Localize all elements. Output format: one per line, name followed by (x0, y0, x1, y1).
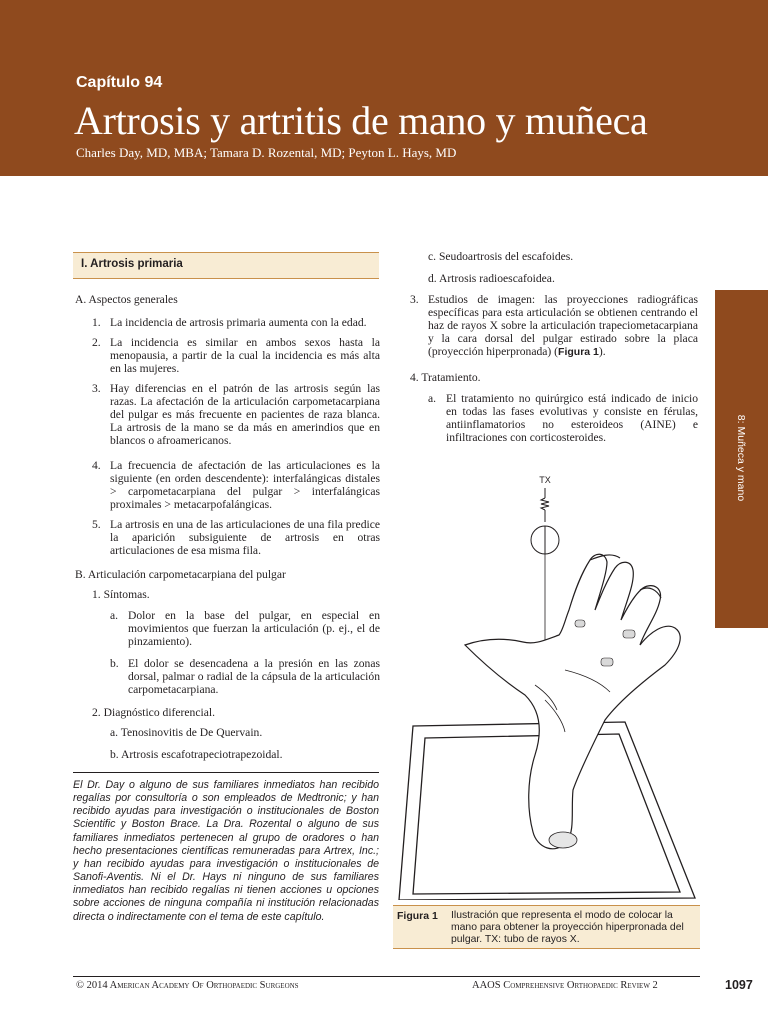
item-B1: 1. Síntomas. (92, 588, 150, 601)
side-tab-label: 8: Muñeca y mano (735, 414, 747, 502)
page-number: 1097 (725, 978, 753, 992)
item-B1b-num: b. (110, 657, 119, 670)
item-R3-end: ). (598, 345, 606, 358)
figure-label: Figura 1 (397, 910, 438, 922)
item-B2a: a. Tenosinovitis de De Quervain. (110, 726, 263, 739)
item-B2: 2. Diagnóstico diferencial. (92, 706, 215, 719)
footer-divider (73, 976, 700, 977)
item-A3: Hay diferencias en el patrón de las artrosis según las razas. La afectación de la articulación carpometacarpiana del pulgar es más frecuente en pacientes de raza blanca. La artrosis de la mano se da más en amerindios que en blancos o afroamericanos. (110, 382, 380, 447)
footer-book-title: AAOS Comprehensive Orthopaedic Review 2 (472, 980, 658, 991)
item-A1-num: 1. (92, 316, 101, 329)
hand-drawing (465, 554, 680, 849)
item-d: d. Artrosis radioescafoidea. (428, 272, 555, 285)
figure-caption-box (393, 905, 700, 949)
item-A4: La frecuencia de afectación de las articulaciones es la siguiente (en orden descendente): interfalángicas distales > carpometacarpiana del pulgar > interfalángicas proximales > metacarpofalángicas. (110, 459, 380, 511)
figure-caption: Ilustración que representa el modo de colocar la mano para obtener la proyección hiperpronada del pulgar. TX: tubo de rayos X. (451, 910, 684, 945)
item-B: B. Articulación carpometacarpiana del pulgar (75, 568, 286, 581)
item-R3-num: 3. (410, 293, 419, 306)
item-A2: La incidencia es similar en ambos sexos hasta la menopausia, a partir de la cual la incidencia es más alta en las mujeres. (110, 336, 380, 375)
disclosure-note: El Dr. Day o alguno de sus familiares inmediatos han recibido regalías por consultoría o son empleados de Medtronic; y han recibido ayudas para investigación o institucionales de Boston Scientific y Boston Brace. La Dra. Rozental o alguno de sus familiares inmediatos pertenecen al grupo de oradores o han hecho presentaciones científicas remuneradas para Artrex, Inc.; y han recibido ayudas para investigación o institucionales de Sanofi-Aventis. Ni el Dr. Hays ni ninguno de sus familiares inmediatos han recibido regalías ni tienen acciones u opciones sobre acciones de ninguna compañía ni institución relacionadas directa o indirectamente con el tema de este capítulo. (73, 772, 379, 924)
item-A1: La incidencia de artrosis primaria aumenta con la edad. (110, 316, 367, 329)
chapter-authors: Charles Day, MD, MBA; Tamara D. Rozental, MD; Peyton L. Hays, MD (76, 145, 457, 160)
section-heading: I. Artrosis primaria (81, 258, 183, 270)
item-B1a-num: a. (110, 609, 119, 622)
figure-reference[interactable]: Figura 1 (558, 346, 599, 358)
item-B1a: Dolor en la base del pulgar, en especial en movimientos que fuerzan la articulación (p. ej., el de pinzamiento). (128, 609, 380, 648)
chapter-number: Capítulo 94 (76, 74, 163, 91)
item-A: A. Aspectos generales (75, 293, 178, 306)
item-R4a: El tratamiento no quirúrgico está indicado de inicio en todas las fases evolutivas y consiste en férulas, antiinflamatorios no esteroideos (AINE) e infiltraciones con corticosteroides. (446, 392, 698, 444)
item-A5: La artrosis en una de las articulaciones de una fila predice la aparición subsiguiente de artrosis en otras articulaciones de esa misma fila. (110, 518, 380, 557)
footer-copyright: © 2014 American Academy Of Orthopaedic Surgeons (76, 980, 299, 991)
item-R3-text: Estudios de imagen: las proyecciones radiográficas específicas para esta articulación se obtienen centrando el haz de rayos X sobre la articulación trapeciometacarpiana y la cara dorsal del pulgar estirado sobre la placa (proyección hiperpronada) ( (428, 293, 698, 358)
item-R4: 4. Tratamiento. (410, 371, 481, 384)
item-A5-num: 5. (92, 518, 101, 531)
item-A3-num: 3. (92, 382, 101, 395)
item-R3 (428, 293, 698, 359)
item-B2b: b. Artrosis escafotrapeciotrapezoidal. (110, 748, 283, 761)
chapter-title: Artrosis y artritis de mano y muñeca (74, 98, 648, 143)
figure-tube-label: TX (539, 475, 551, 485)
item-B1b: El dolor se desencadena a la presión en las zonas dorsal, palmar o radial de la cápsula de la articulación carpometacarpiana. (128, 657, 380, 696)
item-R4a-num: a. (428, 392, 437, 405)
section-heading-box (73, 252, 379, 279)
figure-hand-illustration (395, 470, 700, 900)
item-A2-num: 2. (92, 336, 101, 349)
item-A4-num: 4. (92, 459, 101, 472)
item-c: c. Seudoartrosis del escafoides. (428, 250, 574, 263)
section-side-tab (715, 290, 768, 628)
